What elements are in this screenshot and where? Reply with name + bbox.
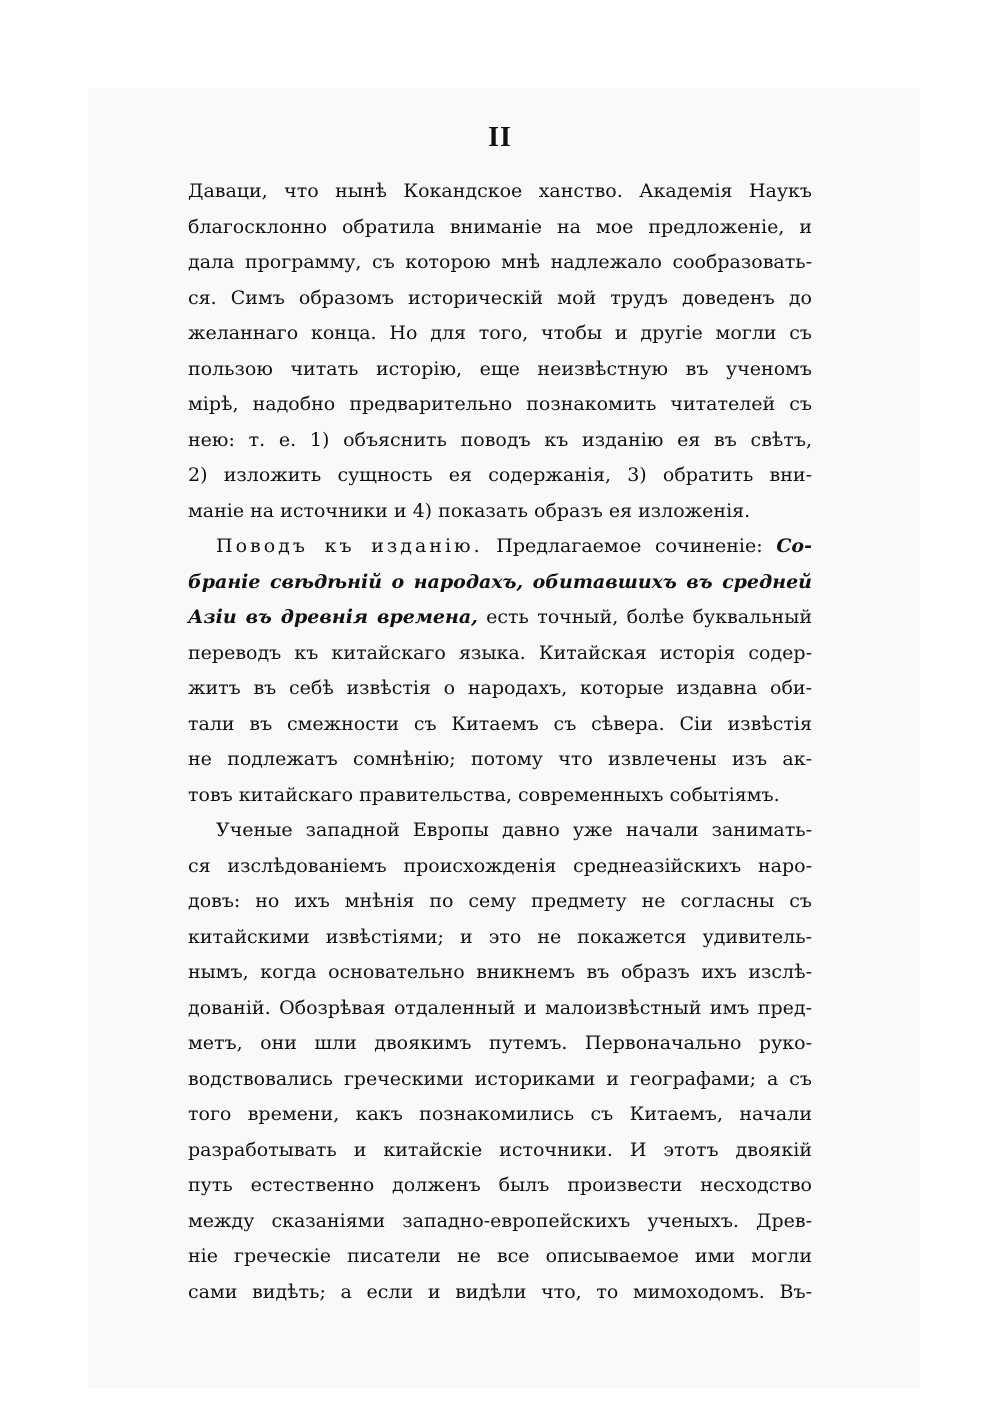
text-line: пользою читать исторію, еще неизвѣстную въ ученомъ: [188, 357, 812, 380]
text-line: Ученые западной Европы давно уже начали занимать-: [216, 819, 812, 841]
text-line: между сказаніями западно-европейскихъ ученыхъ. Древ-: [188, 1209, 812, 1232]
text-line: не подлежатъ сомнѣнію; потому что извлечены изъ ак-: [188, 748, 812, 770]
text-line: ніе греческіе писатели не все описываемое ими могли: [188, 1245, 812, 1267]
text-line: того времени, какъ познакомились съ Китаемъ, начали: [188, 1103, 812, 1125]
text-line: желаннаго конца. Но для того, чтобы и другіе могли съ: [188, 322, 812, 344]
text-line: метъ, они шли двоякимъ путемъ. Первоначально руко-: [188, 1032, 812, 1054]
text-line: мірѣ, надобно предварительно познакомить читателей съ: [188, 393, 812, 415]
text-line: благосклонно обратила вниманіе на мое предложеніе, и: [188, 215, 812, 238]
text-line: тали въ смежности съ Китаемъ съ сѣвера. Сіи извѣстія: [188, 712, 812, 735]
text-line: сами видѣть; а если и видѣли что, то мимоходомъ. Въ-: [188, 1280, 812, 1303]
text-run: есть точный, болѣе буквальный: [477, 606, 812, 628]
text-line: нымъ, когда основательно вникнемъ въ образъ ихъ изслѣ-: [188, 961, 812, 983]
text-line: ся. Симъ образомъ историческій мой трудъ доведенъ до: [188, 286, 812, 309]
text-line: нею: т. е. 1) объяснить поводъ къ изданію ея въ свѣтъ,: [188, 428, 812, 451]
work-title-middle: браніе свѣдѣній о народахъ, обитавшихъ въ средней: [188, 570, 812, 593]
text-line: китайскими извѣстіями; и это не покажется удивитель-: [188, 925, 812, 948]
work-title-start: Со-: [776, 535, 812, 557]
text-line: разработывать и китайскіе источники. И этотъ двоякій: [188, 1138, 812, 1161]
text-line: [188, 600, 812, 636]
work-title-end: Азіи въ древнія времена,: [188, 606, 478, 628]
text-line: довъ: но ихъ мнѣнія по сему предмету не согласны съ: [188, 890, 812, 912]
text-line: Даваци, что нынѣ Кокандское ханство. Академія Наукъ: [188, 180, 812, 202]
text-line: товъ китайскаго правительства, современныхъ событіямъ.: [188, 783, 780, 806]
text-line: дованій. Обозрѣвая отдаленный и малоизвѣстный имъ пред-: [188, 996, 812, 1019]
text-line: переводъ къ китайскаго языка. Китайская исторія содер-: [188, 641, 812, 664]
text-line: житъ въ себѣ извѣстія о народахъ, которые издавна оби-: [188, 677, 812, 699]
lead-text: Предлагаемое сочиненіе:: [482, 535, 777, 557]
text-line: путь естественно долженъ былъ произвести несходство: [188, 1174, 812, 1196]
text-line: [188, 565, 812, 601]
text-line: водствовались греческими историками и географами; а съ: [188, 1067, 812, 1090]
text-line: дала программу, съ которою мнѣ надлежало сообразовать-: [188, 251, 812, 273]
text-line: 2) изложить сущность ея содержанія, 3) обратить вни-: [188, 464, 812, 486]
page-number: II: [488, 122, 512, 153]
paragraph-heading-line: [188, 529, 812, 565]
text-line: маніе на источники и 4) показать образъ ея изложенія.: [188, 499, 751, 522]
section-lead: Поводъ къ изданію.: [216, 535, 483, 557]
text-line: ся изслѣдованіемъ происхожденія среднеазійскихъ наро-: [188, 854, 812, 877]
body-text: [188, 174, 812, 1310]
